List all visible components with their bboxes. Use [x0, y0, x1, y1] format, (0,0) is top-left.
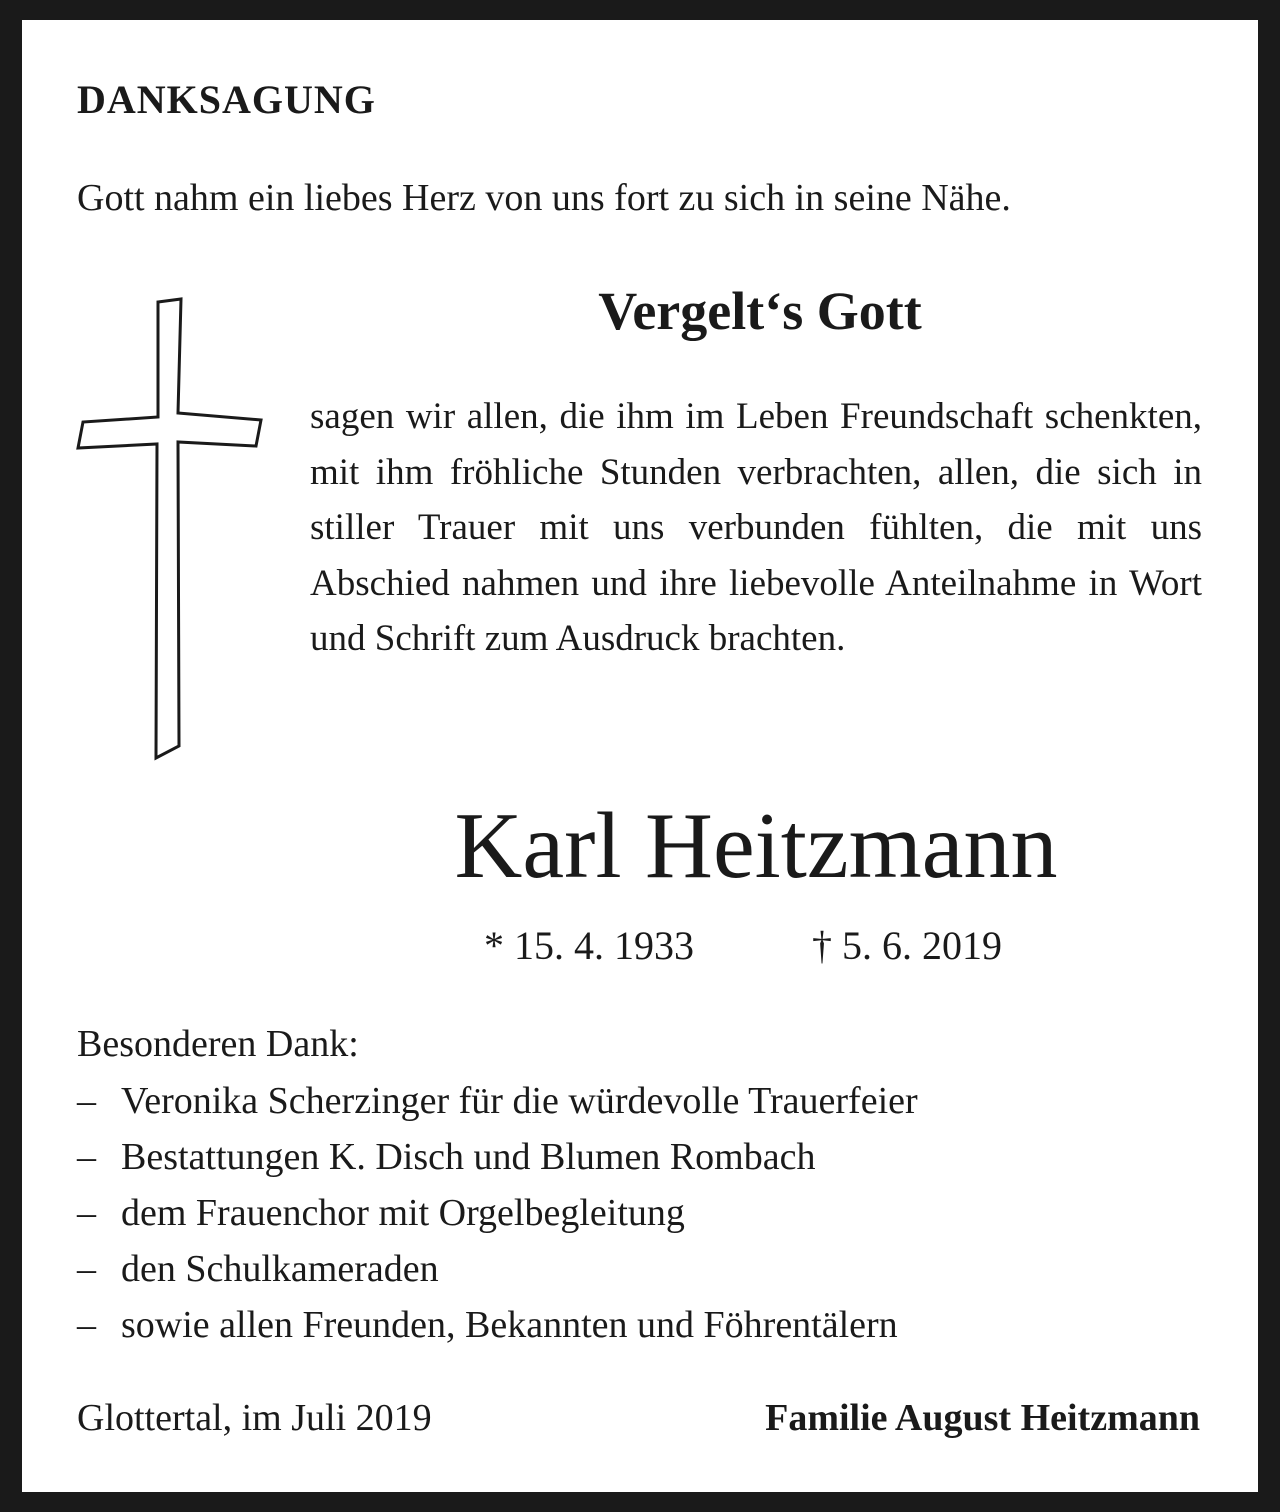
list-item	[77, 1073, 918, 1129]
bullet-dash: –	[77, 1080, 96, 1122]
deceased-name: Karl Heitzmann	[454, 794, 1058, 898]
place-date: Glottertal, im Juli 2019	[77, 1397, 432, 1439]
thanks-body: sagen wir allen, die ihm im Leben Freundschaft schenkten, mit ihm fröhliche Stunden verbrachten, allen, die sich in stiller Trauer mit uns verbunden fühlten, die mit uns Abschied nahmen und ihre liebevolle Anteilnahme in Wort und Schrift zum Ausdruck brachten.	[310, 396, 1202, 659]
list-item-text: dem Frauenchor mit Orgelbegleitung	[121, 1192, 685, 1234]
list-item	[77, 1129, 918, 1185]
list-item-text: Bestattungen K. Disch und Blumen Rombach	[121, 1136, 816, 1178]
list-item-text: sowie allen Freunden, Bekannten und Föhrentälern	[121, 1304, 898, 1346]
family-signature: Familie August Heitzmann	[765, 1397, 1200, 1439]
special-thanks-list	[77, 1073, 918, 1353]
bullet-dash: –	[77, 1136, 96, 1178]
list-item	[77, 1185, 918, 1241]
bullet-dash: –	[77, 1304, 96, 1346]
notice-heading: DANKSAGUNG	[77, 77, 376, 122]
death-date: † 5. 6. 2019	[812, 923, 1002, 968]
special-thanks-title: Besonderen Dank:	[77, 1023, 359, 1065]
list-item-text: Veronika Scherzinger für die würdevolle Trauerfeier	[121, 1080, 918, 1122]
bullet-dash: –	[77, 1192, 96, 1234]
list-item	[77, 1241, 918, 1297]
list-item-text: den Schulkameraden	[121, 1248, 439, 1290]
cross-icon	[74, 296, 266, 762]
list-item	[77, 1297, 918, 1353]
birth-date: * 15. 4. 1933	[484, 923, 694, 968]
intro-line: Gott nahm ein liebes Herz von uns fort zu sich in seine Nähe.	[77, 177, 1011, 219]
thanks-title: Vergelt‘s Gott	[598, 281, 922, 341]
bullet-dash: –	[77, 1248, 96, 1290]
